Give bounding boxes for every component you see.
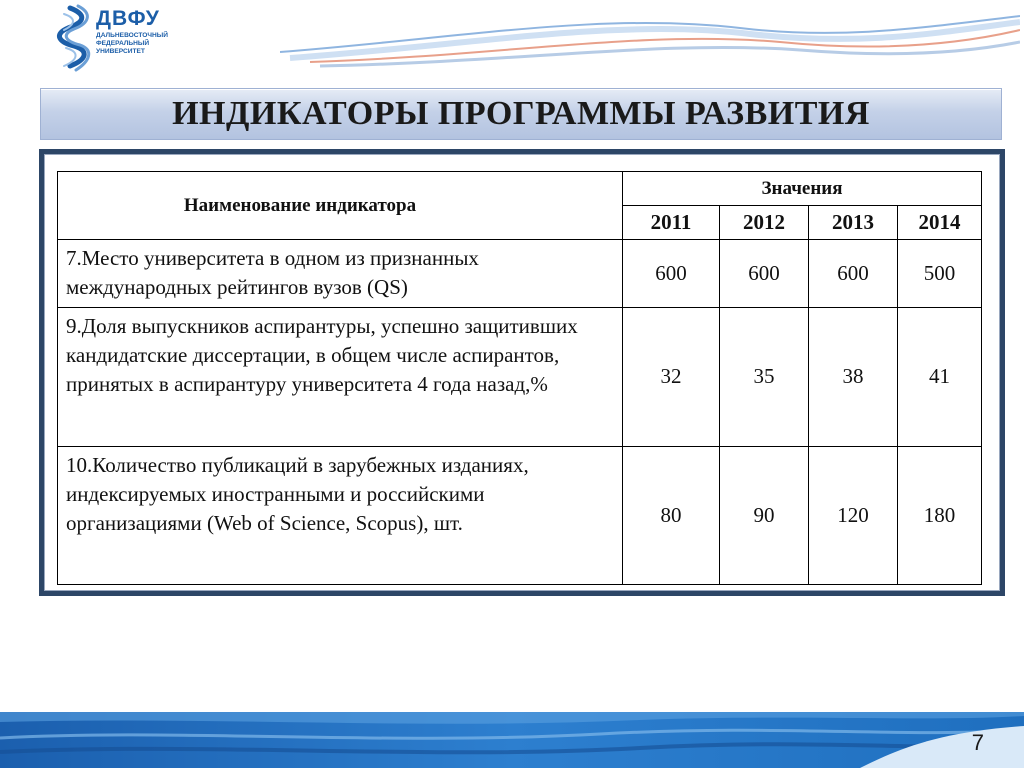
- table-row: [58, 308, 982, 446]
- table-row: [58, 446, 982, 584]
- logo-abbreviation: ДВФУ: [96, 7, 160, 30]
- year-header-2014: 2014: [898, 206, 982, 240]
- logo-line-2: ФЕДЕРАЛЬНЫЙ: [96, 40, 150, 47]
- indicator-value: 600: [623, 240, 720, 308]
- indicators-table: [57, 171, 982, 585]
- page-title: ИНДИКАТОРЫ ПРОГРАММЫ РАЗВИТИЯ: [172, 95, 870, 132]
- year-header-2011: 2011: [623, 206, 720, 240]
- logo-line-1: ДАЛЬНЕВОСТОЧНЫЙ: [96, 32, 168, 39]
- indicator-name-header: Наименование индикатора: [58, 172, 623, 240]
- indicator-value: 32: [623, 308, 720, 446]
- table-row: [58, 240, 982, 308]
- table-frame: [39, 149, 1005, 596]
- title-bar: [40, 88, 1002, 140]
- dvfu-logo-emblem-icon: [56, 4, 96, 76]
- header-swoosh-decoration: [280, 8, 1020, 68]
- year-header-2012: 2012: [720, 206, 809, 240]
- indicator-value: 600: [720, 240, 809, 308]
- values-header: Значения: [623, 172, 982, 206]
- indicator-value: 80: [623, 446, 720, 584]
- indicator-name: 10.Количество публикаций в зарубежных изданиях, индексируемых иностранными и российскими организациями (Web of Science, Scopus), шт.: [58, 446, 623, 584]
- indicator-value: 120: [809, 446, 898, 584]
- indicator-name: 7.Место университета в одном из признанных международных рейтингов вузов (QS): [58, 240, 623, 308]
- indicator-value: 90: [720, 446, 809, 584]
- table-frame-inner: [44, 154, 1000, 591]
- year-header-2013: 2013: [809, 206, 898, 240]
- indicator-value: 38: [809, 308, 898, 446]
- indicator-value: 500: [898, 240, 982, 308]
- dvfu-logo: [56, 4, 176, 76]
- page-number: 7: [971, 730, 984, 755]
- indicator-name: 9.Доля выпускников аспирантуры, успешно защитивших кандидатские диссертации, в общем числе аспирантов, принятых в аспирантуру университета 4 года назад,%: [58, 308, 623, 446]
- logo-line-3: УНИВЕРСИТЕТ: [96, 48, 145, 55]
- table-header-row: [58, 172, 982, 206]
- indicator-value: 41: [898, 308, 982, 446]
- indicator-value: 600: [809, 240, 898, 308]
- indicator-value: 35: [720, 308, 809, 446]
- footer-wave-band: [0, 712, 1024, 768]
- indicator-value: 180: [898, 446, 982, 584]
